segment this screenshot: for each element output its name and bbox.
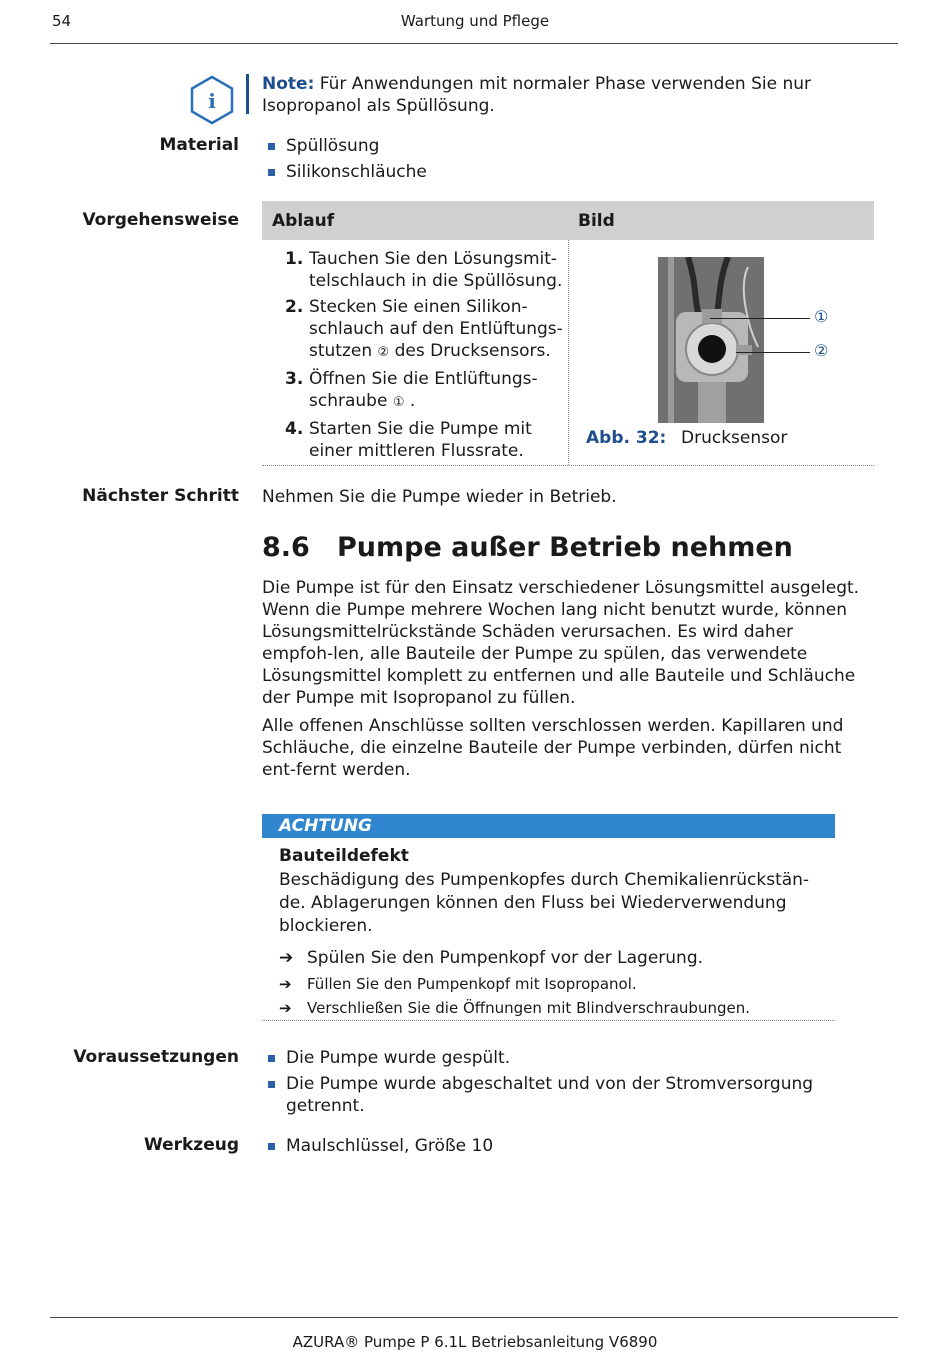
list-item: Maulschlüssel, Größe 10 [262,1135,822,1157]
step-number: 2. [285,297,304,317]
note [262,73,842,117]
warning-bottom-rule [262,1020,835,1021]
callout-ref: ① [392,395,405,410]
step-text: Starten Sie die Pumpe mit einer mittleren Flussrate. [309,419,532,461]
next-step-text: Nehmen Sie die Pumpe wieder in Betrieb. [262,487,617,507]
pressure-sensor-photo [658,257,764,423]
step-text: Stecken Sie einen Silikon-schlauch auf den Entlüftungs-stutzen [309,297,563,361]
section-paragraph-2: Alle offenen Anschlüsse sollten verschlossen werden. Kapillaren und Schläuche, die einzelne Bauteile der Pumpe verbinden, dürfen nicht ent-fernt werden. [262,716,844,780]
section-paragraph-1: Die Pumpe ist für den Einsatz verschiedener Lösungsmittel ausgelegt. Wenn die Pumpe mehrere Wochen lang nicht benutzt wurde, können Lösungsmittelrückstände Schäden verursachen. Es wird daher empfoh-len, alle Bauteile der Pumpe zu spülen, das verwendete Lösungsmittel komplett zu entfernen und alle Bauteile und Schläuche der Pumpe mit Isopropanol zu füllen. [262,578,860,708]
list-item [279,973,829,995]
callout-1: ① [814,307,829,326]
prerequisites-label: Voraussetzungen [73,1047,239,1067]
footer-rule [50,1317,898,1318]
list-item: Silikonschläuche [262,161,842,183]
section-title: Pumpe außer Betrieb nehmen [337,532,793,563]
step-item [285,368,563,414]
warning-heading: Bauteildefekt [279,846,409,866]
procedure-label: Vorgehensweise [82,210,239,230]
callout-line [710,318,810,319]
figure-caption-text: Drucksensor [681,428,788,448]
note-text: Für Anwendungen mit normaler Phase verwenden Sie nur Isopropanol als Spüllösung. [262,74,812,116]
section-heading [262,532,793,563]
running-header: Wartung und Pflege [400,12,550,30]
table-header [262,201,874,240]
action-text: Verschließen Sie die Öffnungen mit Blindverschraubungen. [307,999,750,1017]
step-text: Öffnen Sie die Entlüftungs-schraube [309,369,538,411]
step-text: Tauchen Sie den Lösungsmit-telschlauch in die Spüllösung. [309,249,563,291]
list-item: Die Pumpe wurde gespült. [262,1047,822,1069]
footer-text: AZURA® Pumpe P 6.1L Betriebsanleitung V6890 [292,1333,658,1351]
warning-title: ACHTUNG [279,816,372,836]
warning-text: Beschädigung des Pumpenkopfes durch Chemikalienrückstän-de. Ablagerungen können den Fluss bei Wiederverwendung blockieren. [279,870,810,936]
list-item [279,997,829,1019]
step-number: 4. [285,419,304,439]
arrow-right-icon: ➔ [279,948,294,968]
arrow-right-icon: ➔ [279,975,292,993]
action-text: Füllen Sie den Pumpenkopf mit Isopropanol. [307,975,637,993]
info-hexagon-icon [189,75,235,125]
figure-caption-label: Abb. 32: [586,428,667,448]
table-divider [568,240,569,465]
step-text: . [404,391,416,411]
step-text: des Drucksensors. [389,341,551,361]
header-rule [50,43,898,44]
warning-actions [279,947,829,1019]
step-list [285,248,563,466]
list-item [279,947,829,969]
section-number: 8.6 [262,532,310,563]
column-header-image: Bild [578,211,615,231]
arrow-right-icon: ➔ [279,999,292,1017]
action-text: Spülen Sie den Pumpenkopf vor der Lagerung. [307,948,704,968]
material-label: Material [159,135,239,155]
list-item: Spüllösung [262,135,842,157]
note-bar [246,74,249,114]
step-item [285,296,563,364]
step-item [285,418,563,462]
callout-2: ② [814,341,829,360]
callout-ref: ② [377,345,390,360]
page-number: 54 [52,12,72,30]
tools-label: Werkzeug [143,1135,239,1155]
note-label: Note: [262,74,315,94]
tools-list [262,1135,822,1161]
callout-line [736,352,810,353]
step-number: 1. [285,249,304,269]
column-header-flow: Ablauf [272,211,335,231]
list-item: Die Pumpe wurde abgeschaltet und von der Stromversorgung getrennt. [262,1073,822,1117]
step-number: 3. [285,369,304,389]
svg-text:i: i [208,89,216,113]
step-item [285,248,563,292]
material-list [262,135,842,187]
prerequisites-list [262,1047,822,1121]
next-step-label: Nächster Schritt [82,486,239,506]
